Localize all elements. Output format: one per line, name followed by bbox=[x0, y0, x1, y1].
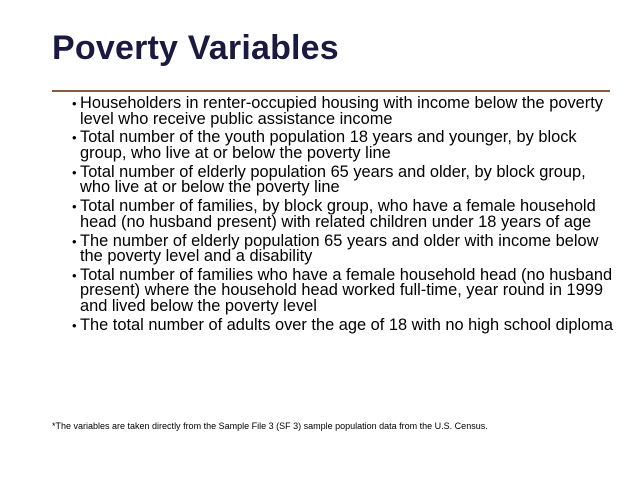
bullet-item bbox=[64, 130, 620, 161]
bullet-item bbox=[64, 162, 620, 197]
bullet-icon: • bbox=[72, 267, 77, 283]
bullet-icon: • bbox=[72, 233, 77, 249]
bullet-text: The number of elderly population 65 years and older with income below the poverty level and a disability bbox=[80, 231, 599, 266]
bullet-item bbox=[64, 231, 620, 266]
bullet-icon: • bbox=[72, 164, 77, 180]
bullet-icon: • bbox=[72, 96, 77, 111]
footnote: *The variables are taken directly from the Sample File 3 (SF 3) sample population data from the U.S. Census. bbox=[52, 421, 488, 431]
bullet-item bbox=[64, 96, 620, 127]
bullet-list bbox=[64, 96, 620, 337]
bullet-text: Total number of families, by block group, who have a female household head (no husband present) with related children under 18 years of age bbox=[80, 197, 596, 231]
bullet-icon: • bbox=[72, 317, 77, 333]
bullet-icon: • bbox=[72, 130, 77, 146]
bullet-text: The total number of adults over the age of 18 with no high school diploma bbox=[80, 315, 614, 334]
bullet-item bbox=[64, 265, 620, 316]
bullet-text: Total number of the youth population 18 years and younger, by block group, who live at or below the poverty line bbox=[80, 128, 577, 162]
bullet-icon: • bbox=[72, 199, 77, 215]
bullet-item bbox=[64, 315, 620, 334]
bullet-item bbox=[64, 199, 620, 230]
bullet-text: Total number of elderly population 65 years and older, by block group, who live at or below the poverty line bbox=[80, 162, 586, 197]
title-divider bbox=[52, 90, 610, 92]
bullet-text: Total number of families who have a female household head (no husband present) where the household head worked full-time, year round in 1999 and lived below the poverty level bbox=[80, 265, 613, 316]
bullet-text: Householders in renter-occupied housing with income below the poverty level who receive public assistance income bbox=[80, 94, 603, 128]
slide-title: Poverty Variables bbox=[52, 29, 339, 67]
